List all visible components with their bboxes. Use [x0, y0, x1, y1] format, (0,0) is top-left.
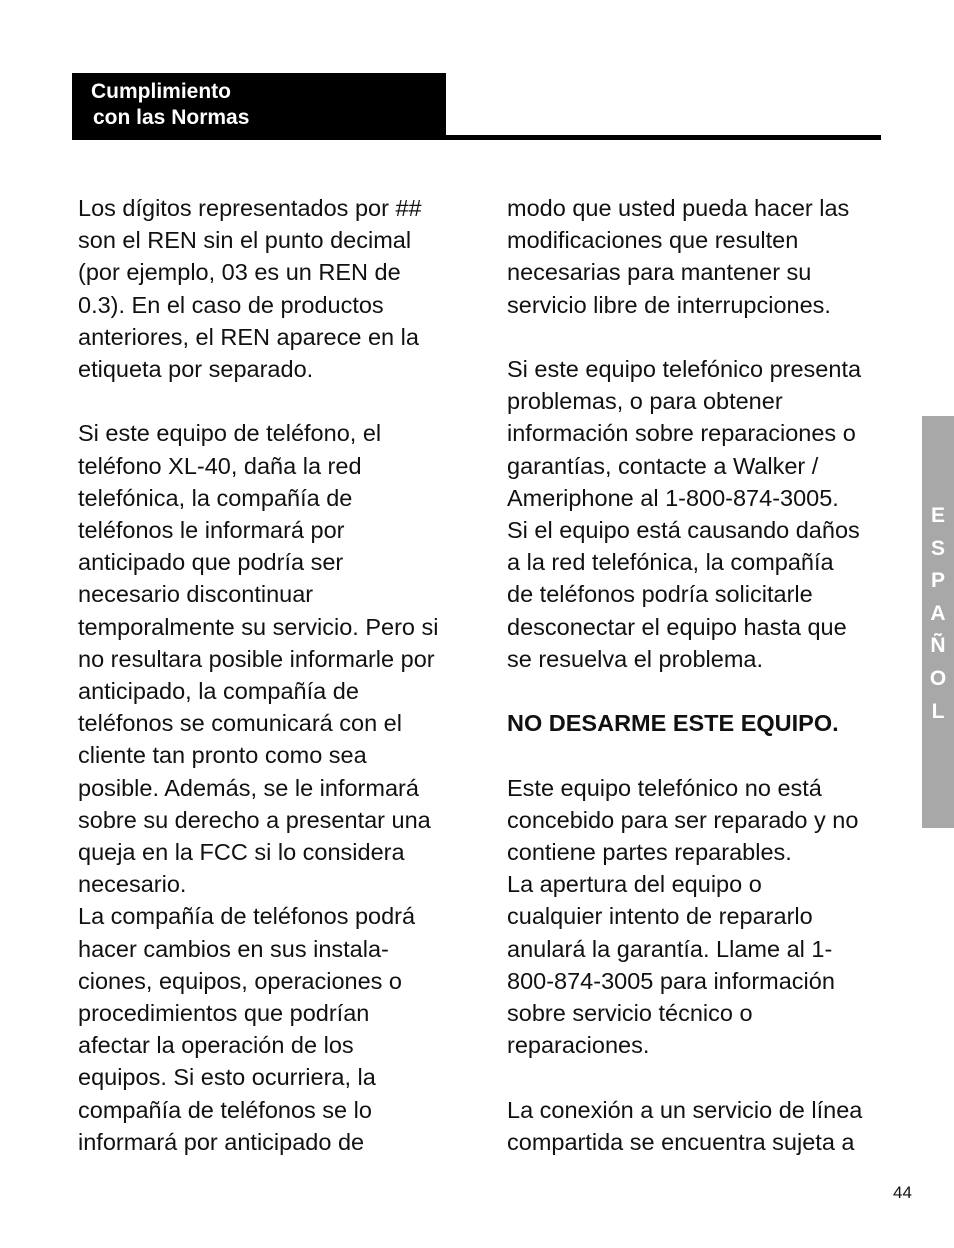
side-tab-letter: O	[929, 666, 947, 690]
text-line: (por ejemplo, 03 es un REN de	[78, 259, 401, 286]
text-line: Si este equipo de teléfono, el	[78, 420, 382, 447]
text-line: telefónica, la compañía de	[78, 484, 353, 511]
text-line: procedimientos que podrían	[78, 1000, 370, 1027]
blank-line	[507, 321, 887, 353]
left-text-column	[78, 192, 453, 1158]
text-line: anticipado que podría ser	[78, 549, 344, 576]
blank-line	[78, 385, 453, 417]
text-line: anteriores, el REN aparece en la	[78, 323, 419, 350]
text-line: problemas, o para obtener	[507, 388, 783, 415]
text-line: afectar la operación de los	[78, 1032, 354, 1059]
side-tab-letter: L	[931, 699, 945, 723]
text-line: son el REN sin el punto decimal	[78, 227, 412, 254]
section-title-line-1: Cumplimiento	[91, 80, 231, 103]
text-line: temporalmente su servicio. Pero si	[78, 613, 439, 640]
section-header	[72, 73, 446, 136]
text-line: se resuelva el problema.	[507, 645, 764, 672]
text-line: contiene partes reparables.	[507, 839, 792, 866]
text-line: equipos. Si esto ocurriera, la	[78, 1064, 376, 1091]
text-line: La conexión a un servicio de línea	[507, 1096, 863, 1123]
text-line: 800-874-3005 para información	[507, 967, 835, 994]
text-line: a la red telefónica, la compañía	[507, 549, 834, 576]
text-line: desconectar el equipo hasta que	[507, 613, 847, 640]
text-line: de teléfonos podría solicitarle	[507, 581, 813, 608]
text-line: posible. Además, se le informará	[78, 774, 419, 801]
section-title-line-2: con las Normas	[93, 106, 250, 129]
text-line: no resultara posible informarle por	[78, 645, 435, 672]
text-line: etiqueta por separado.	[78, 356, 314, 383]
text-line: necesarias para mantener su	[507, 259, 812, 286]
blank-line	[507, 739, 887, 771]
text-line: compartida se encuentra sujeta a	[507, 1128, 855, 1155]
side-tab-letter: A	[930, 601, 946, 625]
warning-heading: NO DESARME ESTE EQUIPO.	[507, 710, 839, 737]
text-line: necesario discontinuar	[78, 581, 314, 608]
side-tab-letter: P	[930, 569, 945, 593]
text-line: Este equipo telefónico no está	[507, 774, 822, 801]
blank-line	[507, 675, 887, 707]
text-line: teléfono XL-40, daña la red	[78, 452, 362, 479]
side-tab-letter: Ñ	[930, 634, 946, 658]
text-line: informará por anticipado de	[78, 1128, 365, 1155]
side-tab-letter: S	[930, 536, 945, 560]
text-line: 0.3). En el caso de productos	[78, 291, 384, 318]
right-text-column	[507, 192, 887, 1158]
text-line: concebido para ser reparado y no	[507, 806, 859, 833]
blank-line	[507, 1061, 887, 1093]
text-line: garantías, contacte a Walker /	[507, 452, 819, 479]
text-line: necesario.	[78, 871, 187, 898]
text-line: teléfonos se comunicará con el	[78, 710, 402, 737]
text-line: La apertura del equipo o	[507, 871, 762, 898]
text-line: Si el equipo está causando daños	[507, 517, 860, 544]
text-line: servicio libre de interrupciones.	[507, 291, 831, 318]
text-line: Los dígitos representados por ##	[78, 195, 422, 221]
text-line: anulará la garantía. Llame al 1-	[507, 935, 833, 962]
text-line: cualquier intento de repararlo	[507, 903, 813, 930]
text-line: La compañía de teléfonos podrá	[78, 903, 416, 930]
text-line: modo que usted pueda hacer las	[507, 195, 850, 221]
text-line: compañía de teléfonos se lo	[78, 1096, 372, 1123]
text-line: ciones, equipos, operaciones o	[78, 967, 402, 994]
text-line: queja en la FCC si lo considera	[78, 839, 405, 866]
text-line: sobre su derecho a presentar una	[78, 806, 431, 833]
text-line: Ameriphone al 1-800-874-3005.	[507, 484, 839, 511]
language-side-tab	[922, 416, 954, 828]
side-tab-letter: E	[930, 504, 945, 527]
text-line: cliente tan pronto como sea	[78, 742, 367, 769]
text-line: anticipado, la compañía de	[78, 678, 359, 705]
text-line: modificaciones que resulten	[507, 227, 799, 254]
text-line: Si este equipo telefónico presenta	[507, 356, 862, 382]
text-line: teléfonos le informará por	[78, 517, 345, 544]
page-number: 44	[893, 1183, 912, 1202]
header-divider	[72, 135, 881, 140]
text-line: reparaciones.	[507, 1032, 650, 1059]
text-line: hacer cambios en sus instala-	[78, 935, 389, 962]
text-line: sobre servicio técnico o	[507, 1000, 753, 1027]
language-side-tab-letters	[922, 500, 954, 728]
text-line: información sobre reparaciones o	[507, 420, 856, 447]
